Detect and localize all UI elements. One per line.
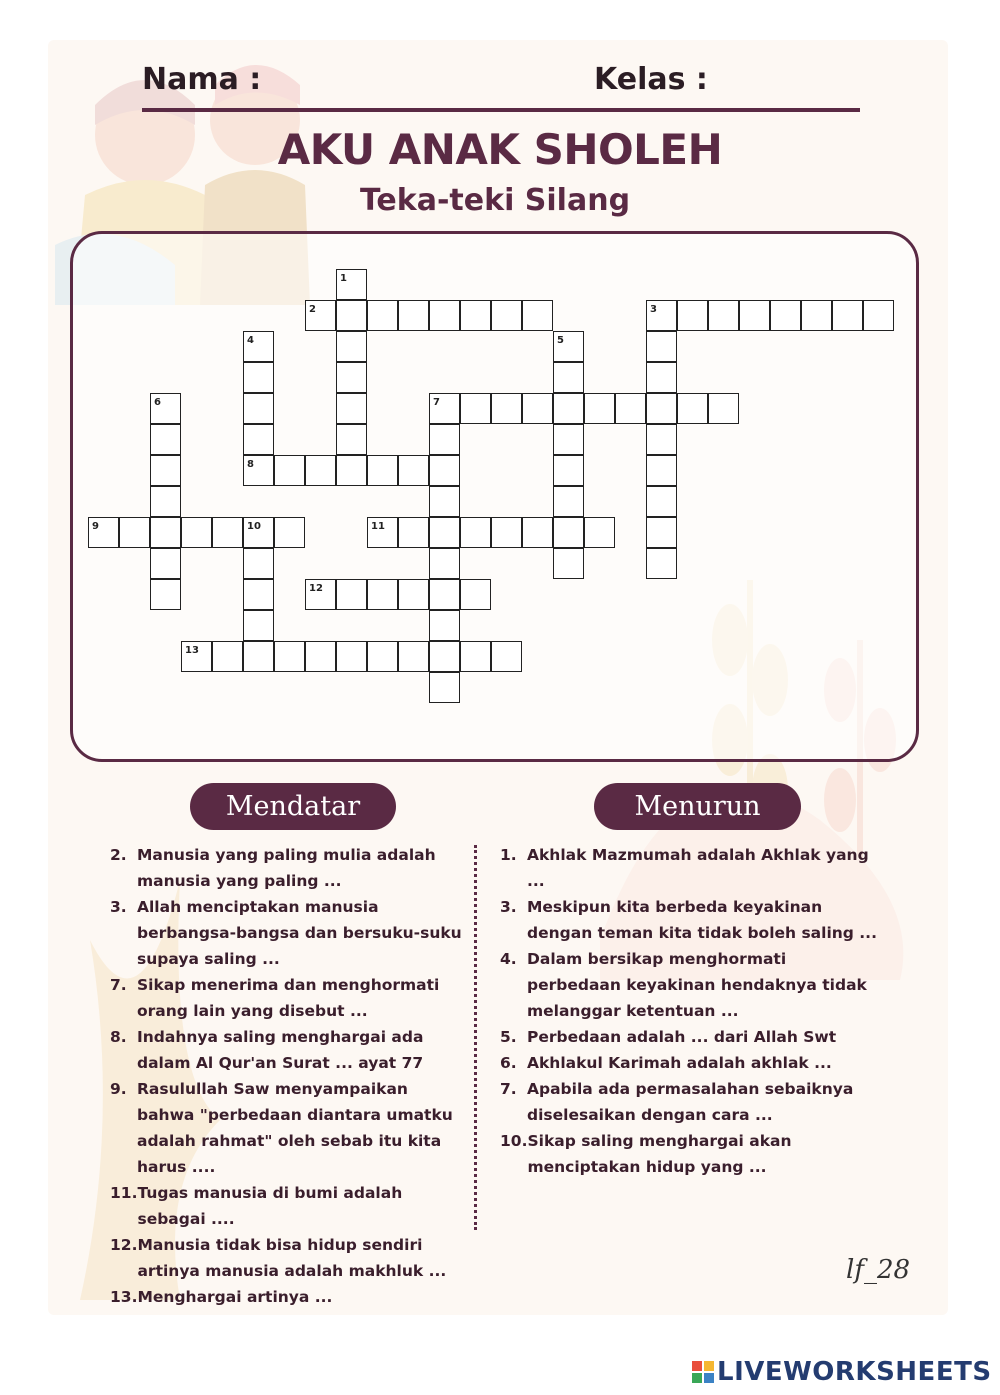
clue-across-12 [110,1232,465,1284]
crossword-cell[interactable] [553,362,584,393]
crossword-cell[interactable] [646,486,677,517]
page-title: AKU ANAK SHOLEH [277,125,723,174]
clue-down-4 [500,946,885,1024]
clue-text: Tugas manusia di bumi adalah sebagai .... [137,1184,403,1228]
crossword-cell[interactable] [429,641,460,672]
crossword-cell[interactable] [243,641,274,672]
crossword-cell[interactable] [863,300,894,331]
clue-down-5 [500,1024,885,1050]
clue-across-13 [110,1284,465,1310]
across-heading: Mendatar [190,783,396,830]
crossword-cell[interactable] [150,517,181,548]
crossword-cell[interactable] [398,641,429,672]
crossword-cell[interactable] [491,300,522,331]
clue-number-label-3: 3 [650,304,657,315]
name-label: Nama : [142,62,262,97]
crossword-cell[interactable] [584,517,615,548]
crossword-cell[interactable] [243,362,274,393]
crossword-cell[interactable] [243,610,274,641]
clue-number: 6. [500,1054,517,1072]
crossword-cell[interactable] [615,393,646,424]
header-underline [142,108,860,112]
clue-number-label-11: 11 [371,521,385,532]
clue-number-label-4: 4 [247,335,254,346]
clue-number-label-13: 13 [185,645,199,656]
crossword-cell[interactable] [119,517,150,548]
crossword-cell[interactable] [150,548,181,579]
crossword-cell[interactable] [305,455,336,486]
crossword-cell[interactable] [336,579,367,610]
clue-across-7 [110,972,465,1024]
crossword-cell[interactable] [832,300,863,331]
crossword-cell[interactable] [274,455,305,486]
crossword-cell[interactable] [646,362,677,393]
clue-number-label-2: 2 [309,304,316,315]
clue-number: 3. [110,898,127,916]
clue-number-label-7: 7 [433,397,440,408]
clue-text: Indahnya saling menghargai ada dalam Al Qur'an Surat ... ayat 77 [137,1028,424,1072]
down-clues [500,842,885,1180]
clue-down-1 [500,842,885,894]
clue-number-label-10: 10 [247,521,261,532]
class-label: Kelas : [594,62,708,97]
clue-number: 4. [500,950,517,968]
crossword-cell[interactable] [677,300,708,331]
clue-text: Meskipun kita berbeda keyakinan dengan teman kita tidak boleh saling ... [527,898,877,942]
crossword-cell[interactable] [429,610,460,641]
crossword-cell[interactable] [677,393,708,424]
crossword-cell[interactable] [243,393,274,424]
clue-text: Menghargai artinya ... [137,1288,333,1306]
across-clues [110,842,465,1310]
crossword-cell[interactable] [150,486,181,517]
clue-number-label-6: 6 [154,397,161,408]
crossword-cell[interactable] [150,455,181,486]
crossword-cell[interactable] [708,393,739,424]
crossword-cell[interactable] [460,579,491,610]
clue-number: 7. [500,1080,517,1098]
clue-text: Manusia tidak bisa hidup sendiri artinya manusia adalah makhluk ... [137,1236,447,1280]
crossword-cell[interactable] [336,331,367,362]
crossword-cell[interactable] [522,393,553,424]
clue-number: 1. [500,846,517,864]
crossword-cell[interactable] [708,300,739,331]
clue-number-label-8: 8 [247,459,254,470]
crossword-cell[interactable] [522,300,553,331]
clue-text: Apabila ada permasalahan sebaiknya diselesaikan dengan cara ... [527,1080,854,1124]
crossword-cell[interactable] [491,393,522,424]
crossword-cell[interactable] [460,517,491,548]
clue-text: Akhlak Mazmumah adalah Akhlak yang ... [527,846,869,890]
clue-number: 9. [110,1080,127,1098]
crossword-cell[interactable] [491,641,522,672]
crossword-cell[interactable] [460,300,491,331]
crossword-cell[interactable] [398,579,429,610]
clue-text: Rasulullah Saw menyampaikan bahwa "perbedaan diantara umatku adalah rahmat" oleh sebab itu kita harus .... [137,1080,453,1176]
clue-number: 12. [110,1236,138,1254]
crossword-cell[interactable] [553,424,584,455]
clue-across-3 [110,894,465,972]
crossword-cell[interactable] [491,517,522,548]
crossword-cell[interactable] [429,579,460,610]
crossword-cell[interactable] [336,362,367,393]
clue-number: 7. [110,976,127,994]
crossword-cell[interactable] [553,455,584,486]
crossword-cell[interactable] [646,393,677,424]
crossword-cell[interactable] [398,517,429,548]
crossword-cell[interactable] [274,517,305,548]
crossword-cell[interactable] [429,424,460,455]
clue-divider [474,845,477,1230]
crossword-cell[interactable] [429,300,460,331]
clue-down-7 [500,1076,885,1128]
clue-across-9 [110,1076,465,1180]
crossword-cell[interactable] [398,455,429,486]
clue-number: 11. [110,1184,138,1202]
clue-across-8 [110,1024,465,1076]
clue-text: Sikap saling menghargai akan menciptakan hidup yang ... [527,1132,792,1176]
page-subtitle: Teka-teki Silang [359,183,631,218]
crossword-cell[interactable] [336,393,367,424]
crossword-cell[interactable] [646,424,677,455]
crossword-cell[interactable] [429,486,460,517]
clue-text: Akhlakul Karimah adalah akhlak ... [527,1054,832,1072]
clue-number-label-9: 9 [92,521,99,532]
crossword-cell[interactable] [429,455,460,486]
crossword-cell[interactable] [212,517,243,548]
crossword-cell[interactable] [367,641,398,672]
crossword-cell[interactable] [646,548,677,579]
crossword-cell[interactable] [336,300,367,331]
clue-number: 10. [500,1132,528,1150]
crossword-cell[interactable] [243,424,274,455]
down-heading: Menurun [594,783,801,830]
crossword-cell[interactable] [336,424,367,455]
clue-across-2 [110,842,465,894]
crossword-cell[interactable] [243,579,274,610]
crossword-cell[interactable] [429,672,460,703]
crossword-cell[interactable] [150,424,181,455]
crossword-cell[interactable] [367,579,398,610]
crossword-cell[interactable] [553,548,584,579]
crossword-cell[interactable] [336,455,367,486]
clue-down-6 [500,1050,885,1076]
crossword-cell[interactable] [398,300,429,331]
brand-text: LIVEWORKSHEETS [717,1357,992,1387]
crossword-cell[interactable] [739,300,770,331]
crossword-cell[interactable] [584,393,615,424]
crossword-cell[interactable] [336,641,367,672]
clue-down-10 [500,1128,885,1180]
crossword-cell[interactable] [429,517,460,548]
crossword-cell[interactable] [429,548,460,579]
clue-text: Manusia yang paling mulia adalah manusia yang paling ... [137,846,436,890]
author-signature: lf_28 [846,1255,911,1285]
clue-text: Perbedaan adalah ... dari Allah Swt [527,1028,837,1046]
clue-number: 13. [110,1288,138,1306]
clue-number: 2. [110,846,127,864]
clue-number-label-12: 12 [309,583,323,594]
crossword-cell[interactable] [305,641,336,672]
crossword-cell[interactable] [646,455,677,486]
liveworksheets-logo-icon [692,1361,714,1383]
crossword-cell[interactable] [801,300,832,331]
clue-across-11 [110,1180,465,1232]
clue-down-3 [500,894,885,946]
clue-text: Sikap menerima dan menghormati orang lain yang disebut ... [137,976,440,1020]
crossword-cell[interactable] [150,579,181,610]
crossword-cell[interactable] [553,486,584,517]
clue-number: 3. [500,898,517,916]
crossword-cell[interactable] [367,300,398,331]
crossword-cell[interactable] [212,641,243,672]
crossword-cell[interactable] [646,517,677,548]
crossword-cell[interactable] [243,548,274,579]
crossword-cell[interactable] [181,517,212,548]
crossword-cell[interactable] [460,641,491,672]
crossword-cell[interactable] [460,393,491,424]
crossword-cell[interactable] [646,331,677,362]
liveworksheets-brand[interactable] [692,1357,992,1387]
clue-number-label-1: 1 [340,273,347,284]
clue-number: 5. [500,1028,517,1046]
crossword-cell[interactable] [274,641,305,672]
clue-number: 8. [110,1028,127,1046]
clue-number-label-5: 5 [557,335,564,346]
crossword-cell[interactable] [770,300,801,331]
clue-text: Allah menciptakan manusia berbangsa-bangsa dan bersuku-suku supaya saling ... [137,898,462,968]
crossword-cell[interactable] [553,517,584,548]
crossword-cell[interactable] [522,517,553,548]
crossword-cell[interactable] [367,455,398,486]
crossword-cell[interactable] [553,393,584,424]
clue-text: Dalam bersikap menghormati perbedaan keyakinan hendaknya tidak melanggar ketentuan ... [527,950,867,1020]
